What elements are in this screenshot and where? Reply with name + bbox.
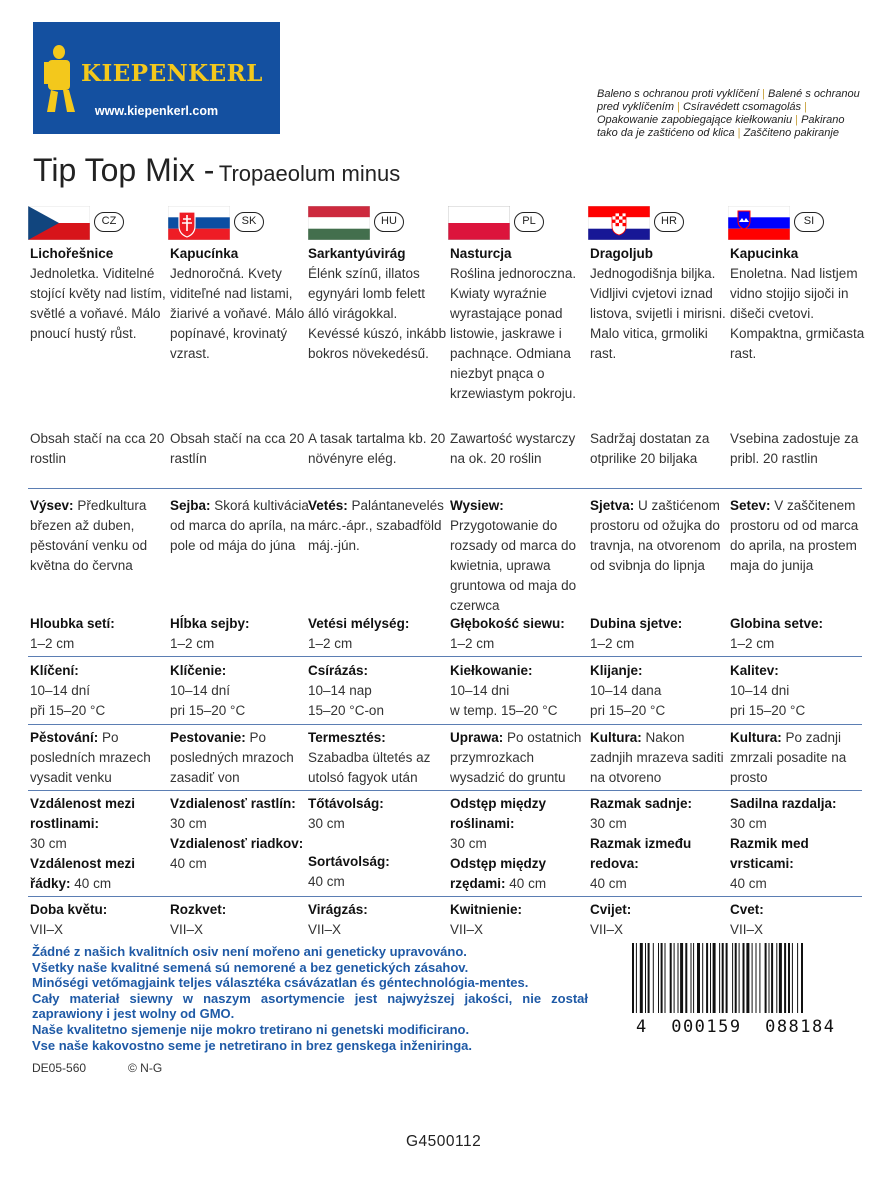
plant-spacing-label: Sadilna razdalja: [730, 796, 837, 811]
germination-label: Klíčenie: [170, 663, 227, 678]
germination-days: 10–14 dni [450, 683, 510, 698]
bloom-hu [308, 900, 448, 940]
plant-spacing-label: Tőtávolság: [308, 796, 384, 811]
germination-temp: pri 15–20 °C [590, 703, 666, 718]
plant-spacing-label: Odstęp między roślinami: [450, 796, 547, 831]
description-pl [450, 244, 590, 404]
copyright: © N-G [128, 1061, 163, 1075]
brand-logo [33, 22, 280, 134]
product-latin-name: Tropaeolum minus [218, 161, 401, 186]
quality-hr: Naše kvalitetno sjemenje nije mokro tretirano ni genetski modificirano. [32, 1021, 470, 1037]
plant-spacing-value: 30 cm [590, 816, 627, 831]
plant-spacing-value: 30 cm [170, 816, 207, 831]
bloom-pl [450, 900, 590, 940]
cultivation-sk [170, 728, 310, 788]
flag-hu-icon [308, 206, 370, 240]
depth-value: 1–2 cm [30, 636, 75, 651]
plant-spacing-label: Vzdálenost mezi rostlinami: [30, 796, 136, 831]
depth-hu [308, 614, 448, 654]
cultivation-value: Szabadba ültetés az utolsó fagyok után [308, 750, 431, 785]
cultivation-value: Po posledných mrazoch zasadiť von [170, 730, 294, 785]
row-spacing-label: Razmak između redova: [590, 836, 692, 871]
germination-days: 10–14 nap [308, 683, 372, 698]
plant-description: Enoletna. Nad listjem vidno stojijo sijoči in dišeči cvetovi. Kompaktna, grmičasta rast. [730, 266, 865, 361]
spacing-cz [30, 794, 170, 894]
sowing-hu [308, 496, 448, 556]
flag-si-icon [728, 206, 790, 240]
protection-cz: Baleno s ochranou proti vyklíčení [597, 88, 760, 100]
depth-label: Głębokość siewu: [450, 616, 565, 631]
country-code-pl: PL [514, 212, 544, 232]
row-spacing-label: Razmik med vrsticami: [730, 836, 809, 871]
depth-sk [170, 614, 310, 654]
cultivation-label: Pestovanie: [170, 730, 246, 745]
cultivation-value: Po zadnji zmrzali posadite na prosto [730, 730, 847, 785]
bloom-si [730, 900, 870, 940]
depth-value: 1–2 cm [308, 636, 353, 651]
protection-sk: Balené s ochranou pred vyklíčením [597, 88, 860, 113]
spacing-hu [308, 794, 448, 892]
depth-label: Hloubka setí: [30, 616, 115, 631]
bloom-sk [170, 900, 310, 940]
article-number: DE05-560 [32, 1061, 87, 1075]
plant-name: Kapucínka [170, 246, 239, 261]
sowing-value: U zaštićenom prostoru od ožujka do travnja, na otvorenom od svibnja do lipnja [590, 498, 721, 573]
plant-description: Élénk színű, illatos egynyári lomb felett álló virágokkal. Kevéssé kúszó, inkább bokros növekedésű. [308, 266, 447, 361]
divider [28, 724, 862, 725]
plant-name: Lichořešnice [30, 246, 114, 261]
bloom-value: VII–X [308, 922, 342, 937]
description-hr [590, 244, 730, 364]
germination-days: 10–14 dana [590, 683, 662, 698]
cultivation-si [730, 728, 870, 788]
germination-hu [308, 661, 448, 721]
row-spacing-label: Vzdialenosť riadkov: [170, 836, 304, 851]
bloom-value: VII–X [450, 922, 484, 937]
description-sk [170, 244, 310, 364]
germination-label: Klijanje: [590, 663, 643, 678]
barcode [632, 943, 857, 1013]
country-code-si: SI [794, 212, 824, 232]
spacing-hr [590, 794, 730, 894]
flag-column-pl [448, 206, 588, 240]
row-spacing-label: Vzdálenost mezi řádky: [30, 856, 136, 891]
germination-pl [450, 661, 590, 721]
product-name: Tip Top Mix - [33, 152, 215, 188]
country-code-hr: HR [654, 212, 684, 232]
product-title [33, 152, 400, 189]
plant-spacing-label: Vzdialenosť rastlín: [170, 796, 296, 811]
cultivation-label: Kultura: [730, 730, 782, 745]
flag-pl-icon [448, 206, 510, 240]
plant-name: Kapucinka [730, 246, 799, 261]
plant-description: Roślina jednoroczna. Kwiaty wyraźnie wyrastające ponad listowie, jaskrawe i pachnące. Odmiana niezbyt pnąca o krzewiastym pokroju. [450, 266, 577, 401]
plant-name: Sarkantyúvirág [308, 246, 406, 261]
germination-temp: pri 15–20 °C [730, 703, 806, 718]
row-spacing-value: 40 cm [74, 876, 112, 891]
content-amount-si: Vsebina zadostuje za pribl. 20 rastlin [730, 431, 859, 466]
depth-label: Vetési mélység: [308, 616, 410, 631]
germination-temp: při 15–20 °C [30, 703, 106, 718]
germination-si [730, 661, 870, 721]
germination-days: 10–14 dní [170, 683, 231, 698]
content-amount-pl: Zawartość wystarczy na ok. 20 roślin [450, 431, 576, 466]
row-spacing-value: 40 cm [308, 874, 345, 889]
row-spacing-label: Odstęp między rzędami: [450, 856, 547, 891]
germination-label: Kiełkowanie: [450, 663, 533, 678]
sowing-label: Sjetva: [590, 498, 635, 513]
protection-note: Baleno s ochranou proti vyklíčení | Balené s ochranou pred vyklíčením | Csíravédett csomagolás | Opakowanie zapobiegające kiełkowaniu | Pakirano tako da je zaštićeno od klica | Zaščiteno pakiranje [597, 88, 860, 139]
depth-label: Hĺbka sejby: [170, 616, 250, 631]
sowing-value: Skorá kultivácia od marca do apríla, na pole od mája do júna [170, 498, 309, 553]
bloom-label: Rozkvet: [170, 902, 227, 917]
depth-cz [30, 614, 170, 654]
sowing-label: Setev: [730, 498, 771, 513]
quality-cz: Žádné z našich kvalitních osiv není mořeno ani geneticky upravováno. [32, 944, 467, 959]
description-si [730, 244, 870, 364]
germination-temp: w temp. 15–20 °C [450, 703, 558, 718]
protection-hr: Pakirano tako da je zaštićeno od klica [597, 114, 845, 139]
cultivation-label: Uprawa: [450, 730, 504, 745]
spacing-pl [450, 794, 590, 894]
flag-column-si [728, 206, 868, 240]
barcode-digits: 4 000159 088184 [636, 1017, 836, 1037]
quality-hu: Minőségi vetőmagjaink teljes választéka csávázatlan és géntechnológia-mentes. [32, 975, 529, 991]
description-cz [30, 244, 170, 344]
spacing-si [730, 794, 870, 894]
cultivation-label: Pěstování: [30, 730, 99, 745]
cultivation-hu [308, 728, 448, 788]
bloom-label: Kwitnienie: [450, 902, 523, 917]
depth-label: Dubina sjetve: [590, 616, 683, 631]
sowing-pl [450, 496, 590, 616]
plant-spacing-value: 30 cm [308, 816, 345, 831]
bloom-value: VII–X [170, 922, 204, 937]
cultivation-cz [30, 728, 170, 788]
sowing-hr [590, 496, 730, 576]
cultivation-pl [450, 728, 590, 788]
country-code-cz: CZ [94, 212, 124, 232]
description-hu [308, 244, 448, 364]
depth-hr [590, 614, 730, 654]
plant-name: Dragoljub [590, 246, 653, 261]
germination-temp: pri 15–20 °C [170, 703, 246, 718]
sowing-value: Przygotowanie do rozsady od marca do kwietnia, uprawa gruntowa od maja do czerwca [450, 518, 577, 613]
divider [28, 656, 862, 657]
germination-label: Klíčení: [30, 663, 79, 678]
sowing-label: Výsev: [30, 498, 74, 513]
depth-value: 1–2 cm [170, 636, 215, 651]
sowing-label: Sejba: [170, 498, 211, 513]
germination-days: 10–14 dni [730, 683, 790, 698]
sowing-label: Vetés: [308, 498, 348, 513]
plant-spacing-value: 30 cm [450, 836, 487, 851]
row-spacing-value: 40 cm [170, 856, 207, 871]
germination-label: Csírázás: [308, 663, 369, 678]
bloom-cz [30, 900, 170, 940]
bloom-label: Cvijet: [590, 902, 632, 917]
cultivation-hr [590, 728, 730, 788]
sowing-value: V zaščitenem prostoru od od marca do aprila, na prostem maja do junija [730, 498, 859, 573]
product-code: G4500112 [406, 1133, 482, 1150]
plant-description: Jednoročná. Kvety viditeľné nad listami, žiarivé a voňavé. Málo popínavé, krovinatý vzrast. [170, 266, 305, 361]
plant-spacing-value: 30 cm [30, 836, 67, 851]
bloom-value: VII–X [30, 922, 64, 937]
depth-value: 1–2 cm [730, 636, 775, 651]
germination-label: Kalitev: [730, 663, 779, 678]
bloom-value: VII–X [590, 922, 624, 937]
sowing-value: Předkultura březen až duben, pěstování venku od května do června [30, 498, 148, 573]
plant-spacing-label: Razmak sadnje: [590, 796, 693, 811]
germination-hr [590, 661, 730, 721]
sowing-value: Palántanevelés márc.-ápr., szabadföld máj.-jún. [308, 498, 444, 553]
row-spacing-value: 40 cm [509, 876, 547, 891]
bloom-label: Doba květu: [30, 902, 108, 917]
bloom-hr [590, 900, 730, 940]
bloom-value: VII–X [730, 922, 764, 937]
divider [28, 790, 862, 791]
flag-hr-icon [588, 206, 650, 240]
plant-description: Jednogodišnja biljka. Vidljivi cvjetovi iznad listova, svijetli i mirisni. Malo vitica, grmoliki rast. [590, 266, 726, 361]
depth-value: 1–2 cm [450, 636, 495, 651]
country-code-sk: SK [234, 212, 264, 232]
depth-pl [450, 614, 590, 654]
content-amount-cz: Obsah stačí na cca 20 rostlin [30, 431, 165, 466]
sowing-label: Wysiew: [450, 498, 504, 513]
content-amount-hr: Sadržaj dostatan za otprilike 20 biljaka [590, 431, 710, 466]
content-amount-sk: Obsah stačí na cca 20 rastlín [170, 431, 305, 466]
cultivation-label: Termesztés: [308, 730, 386, 745]
depth-label: Globina setve: [730, 616, 824, 631]
bloom-label: Virágzás: [308, 902, 368, 917]
quality-si: Vse naše kakovostno seme je netretirano in brez genskega inženiringa. [32, 1037, 472, 1053]
sowing-si [730, 496, 870, 576]
cultivation-value: Po ostatnich przymrozkach wysadzić do gruntu [450, 730, 582, 785]
quality-sk: Všetky naše kvalitné semená sú nemorené a bez genetických zásahov. [32, 959, 469, 975]
sowing-cz [30, 496, 170, 576]
flag-sk-icon [168, 206, 230, 240]
brand-url: www.kiepenkerl.com [94, 104, 219, 118]
germination-sk [170, 661, 310, 721]
bloom-label: Cvet: [730, 902, 764, 917]
flag-column-cz [28, 206, 168, 240]
cultivation-value: Nakon zadnjih mrazeva saditi na otvoreno [590, 730, 724, 785]
cultivation-label: Kultura: [590, 730, 642, 745]
spacing-sk [170, 794, 310, 874]
germination-days: 10–14 dní [30, 683, 91, 698]
depth-value: 1–2 cm [590, 636, 635, 651]
plant-name: Nasturcja [450, 246, 512, 261]
protection-si: Zaščiteno pakiranje [743, 127, 839, 139]
flag-column-hr [588, 206, 728, 240]
sowing-sk [170, 496, 310, 556]
depth-si [730, 614, 870, 654]
protection-hu: Csíravédett csomagolás [683, 101, 802, 113]
divider [28, 896, 862, 897]
divider [28, 488, 862, 489]
flag-cz-icon [28, 206, 90, 240]
quality-pl: Cały materiał siewny w naszym asortymencie jest najwyższej jakości, nie został zaprawiony i jest wolny od GMO. [32, 990, 588, 1022]
row-spacing-value: 40 cm [590, 876, 627, 891]
protection-pl: Opakowanie zapobiegające kiełkowaniu [597, 114, 793, 126]
plant-description: Jednoletka. Viditelné stojící květy nad listím, světlé a voňavé. Málo pnoucí hustý růst. [30, 266, 166, 341]
flag-column-sk [168, 206, 308, 240]
flag-column-hu [308, 206, 448, 240]
plant-spacing-value: 30 cm [730, 816, 767, 831]
content-amount-hu: A tasak tartalma kb. 20 növényre elég. [308, 431, 446, 466]
row-spacing-label: Sortávolság: [308, 854, 390, 869]
quality-statement [32, 944, 588, 1053]
country-code-hu: HU [374, 212, 404, 232]
germination-temp: 15–20 °C-on [308, 703, 384, 718]
row-spacing-value: 40 cm [730, 876, 767, 891]
germination-cz [30, 661, 170, 721]
brand-name: KIEPENKERL [81, 60, 263, 87]
cultivation-value: Po posledních mrazech vysadit venku [30, 730, 151, 785]
